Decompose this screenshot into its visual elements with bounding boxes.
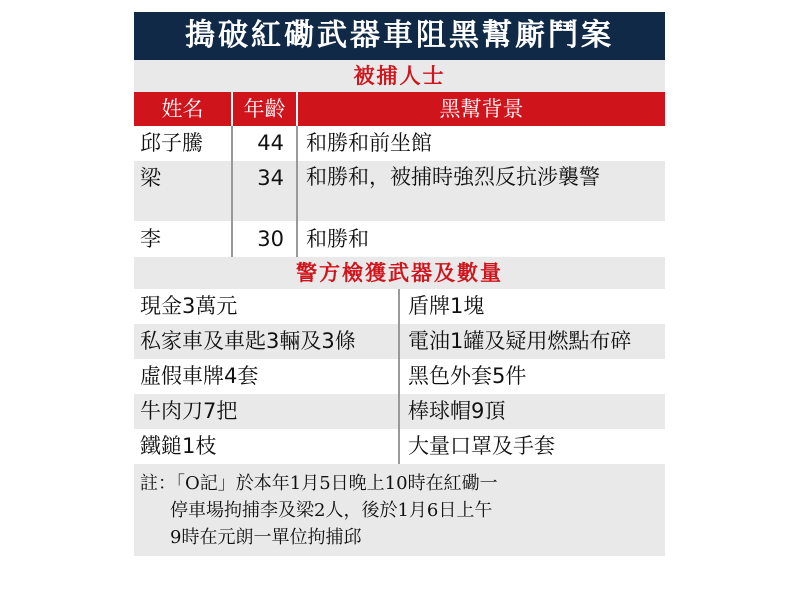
table-row [134, 221, 665, 257]
footnote-line: 9時在元朗一單位拘捕邱 [170, 527, 362, 548]
suspect-age: 30 [231, 221, 296, 257]
suspect-name: 邱子騰 [140, 131, 203, 155]
weapon-item-right: 棒球帽9頂 [398, 394, 665, 429]
page-title: 搗破紅磡武器車阻黑幫廝鬥案 [134, 12, 665, 60]
weapon-item-left: 虛假車牌4套 [140, 364, 259, 388]
weapon-item-left: 鐵鎚1枝 [140, 434, 217, 458]
suspect-background: 和勝和 [296, 221, 665, 257]
suspect-age: 34 [231, 161, 296, 221]
footnote [134, 464, 665, 556]
footnote-line: 註：「O記」於本年1月5日晚上10時在紅磡一 [140, 473, 498, 494]
weapon-item-left: 牛肉刀7把 [140, 399, 238, 423]
suspect-name: 李 [140, 227, 161, 251]
weapon-item-right: 大量口罩及手套 [398, 429, 665, 464]
column-header-background: 黑幫背景 [296, 92, 665, 126]
table-row [134, 161, 665, 221]
suspect-background: 和勝和，被捕時強烈反抗涉襲警 [296, 161, 665, 221]
weapons-heading: 警方檢獲武器及數量 [134, 257, 665, 289]
table-row [134, 126, 665, 161]
column-header-name: 姓名 [161, 97, 204, 121]
list-item [134, 289, 665, 324]
suspect-age: 44 [231, 126, 296, 161]
arrested-table-header [134, 92, 665, 126]
weapon-item-right: 黑色外套5件 [398, 359, 665, 394]
footnote-line: 停車場拘捕李及梁2人，後於1月6日上午 [170, 500, 493, 521]
suspect-name: 梁 [140, 166, 161, 190]
list-item [134, 394, 665, 429]
arrested-heading: 被捕人士 [134, 60, 665, 92]
list-item [134, 429, 665, 464]
weapon-item-left: 私家車及車匙3輛及3條 [140, 329, 356, 353]
weapon-item-left: 現金3萬元 [140, 294, 238, 318]
suspect-background: 和勝和前坐館 [296, 126, 665, 161]
info-card [134, 12, 665, 556]
weapon-item-right: 電油1罐及疑用燃點布碎 [398, 324, 665, 359]
list-item [134, 359, 665, 394]
list-item [134, 324, 665, 359]
column-header-age: 年齡 [231, 92, 296, 126]
weapon-item-right: 盾牌1塊 [398, 289, 665, 324]
